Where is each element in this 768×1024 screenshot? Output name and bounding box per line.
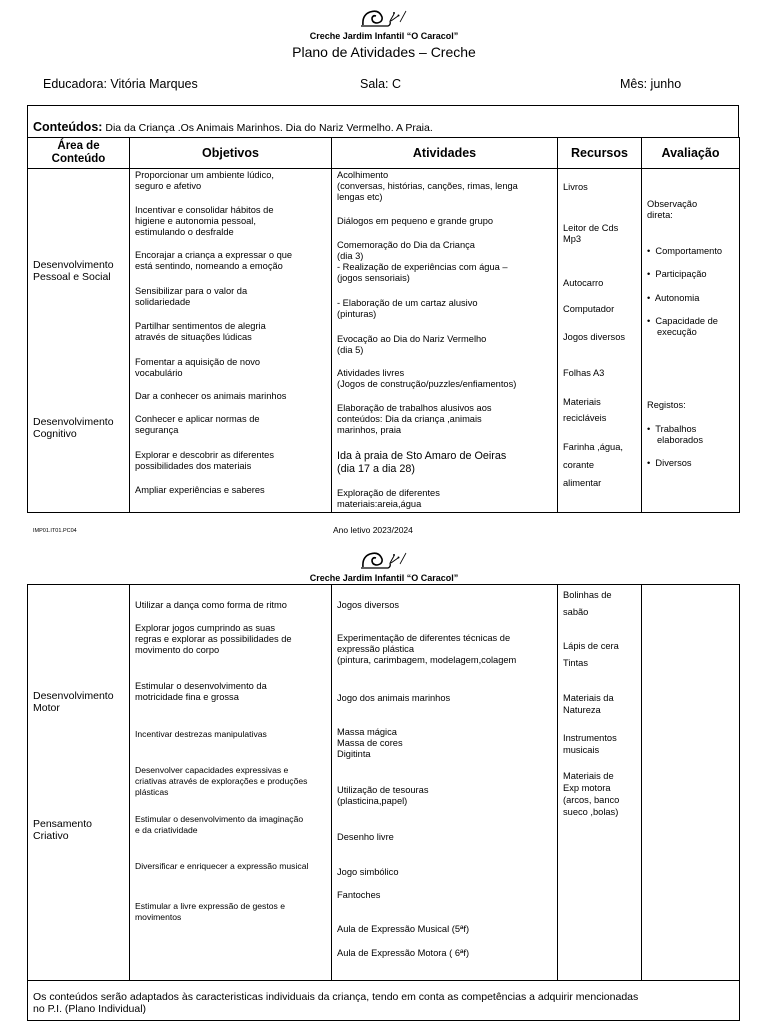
school-year: Ano letivo 2023/2024 bbox=[333, 525, 413, 535]
atividade-item: Jogo simbólico bbox=[337, 867, 399, 877]
recurso-item: Autocarro bbox=[563, 278, 604, 288]
atividades-cell bbox=[332, 169, 558, 513]
recurso-item: Leitor de Cds Mp3 bbox=[563, 223, 619, 244]
conteudos-label: Conteúdos: bbox=[33, 120, 103, 134]
header-area: Área de Conteúdo bbox=[28, 138, 130, 169]
atividade-item: Experimentação de diferentes técnicas de expressão plástica (pintura, carimbagem, modelagem,colagem bbox=[337, 633, 517, 665]
adaptation-note: Os conteúdos serão adaptados às caracteristicas individuais da criança, tendo em conta as competências a adquirir mencionadas no P.I. (Plano Individual) bbox=[33, 991, 639, 1015]
recurso-item: Farinha ,água, corante alimentar bbox=[563, 442, 623, 488]
mes: Mês: junho bbox=[620, 77, 682, 91]
objetivo-item: Desenvolver capacidades expressivas e criativas através de explorações e produções plásticas bbox=[135, 765, 308, 797]
atividade-item: Comemoração do Dia da Criança (dia 3) - Realização de experiências com água – (jogos sensoriais) bbox=[337, 240, 508, 283]
atividade-item: Ida à praia de Sto Amaro de Oeiras (dia 17 a dia 28) bbox=[337, 450, 507, 475]
school-name-page2: Creche Jardim Infantil “O Caracol” bbox=[309, 573, 459, 583]
registos-bullet: • Diversos bbox=[647, 458, 692, 468]
note-row bbox=[28, 981, 740, 1021]
header-objetivos: Objetivos bbox=[130, 138, 332, 169]
objetivo-item: Partilhar sentimentos de alegria através de situações lúdicas bbox=[135, 321, 266, 342]
recurso-item: Bolinhas de sabão bbox=[563, 590, 612, 617]
atividades-cell bbox=[332, 585, 558, 981]
sala: Sala: C bbox=[360, 77, 401, 91]
plan-table-page2 bbox=[27, 584, 740, 1021]
objetivo-item: Estimular o desenvolvimento da imaginação e da criatividade bbox=[135, 814, 304, 835]
objetivo-item: Ampliar experiências e saberes bbox=[135, 485, 265, 495]
conteudos-row bbox=[27, 105, 739, 137]
recurso-item: Livros bbox=[563, 182, 588, 192]
atividade-item: Jogos diversos bbox=[337, 600, 400, 610]
objetivo-item: Dar a conhecer os animais marinhos bbox=[135, 391, 287, 401]
atividade-item: Utilização de tesouras (plasticina,papel) bbox=[337, 785, 429, 806]
area-criativo: Pensamento Criativo bbox=[33, 818, 92, 842]
objetivo-item: Fomentar a aquisição de novo vocabulário bbox=[135, 357, 261, 378]
objetivo-item: Incentivar destrezas manipulativas bbox=[135, 729, 267, 739]
atividade-item: Evocação ao Dia do Nariz Vermelho (dia 5) bbox=[337, 334, 487, 355]
avaliacao-bullet: • Capacidade de execução bbox=[647, 316, 718, 337]
objetivo-item: Incentivar e consolidar hábitos de higiene e autonomia pessoal, estimulando o desfralde bbox=[135, 205, 274, 237]
objetivo-item: Explorar e descobrir as diferentes possibilidades dos materiais bbox=[135, 450, 275, 471]
area-cognitivo: Desenvolvimento Cognitivo bbox=[33, 416, 114, 440]
snail-logo bbox=[360, 548, 408, 570]
atividade-item: - Elaboração de um cartaz alusivo (pinturas) bbox=[337, 298, 478, 319]
plan-table-page1 bbox=[27, 137, 740, 513]
objetivo-item: Explorar jogos cumprindo as suas regras e explorar as possibilidades de movimento do corpo bbox=[135, 623, 292, 655]
recurso-item: Instrumentos musicais bbox=[563, 733, 617, 755]
atividade-item: Fantoches bbox=[337, 890, 381, 900]
atividade-item: Aula de Expressão Motora ( 6ªf) bbox=[337, 948, 470, 958]
recurso-item: Jogos diversos bbox=[563, 332, 626, 342]
area-cell bbox=[28, 585, 130, 981]
objetivos-cell bbox=[130, 585, 332, 981]
observacao-label: Observação direta: bbox=[647, 199, 698, 220]
header-recursos: Recursos bbox=[558, 138, 642, 169]
recursos-cell bbox=[558, 585, 642, 981]
recurso-item: Materiais da Natureza bbox=[563, 693, 614, 715]
avaliacao-bullet: • Participação bbox=[647, 269, 707, 279]
recurso-item: Materiais recicláveis bbox=[563, 397, 607, 423]
objetivo-item: Diversificar e enriquecer a expressão musical bbox=[135, 861, 309, 871]
objetivo-item: Conhecer e aplicar normas de segurança bbox=[135, 414, 260, 435]
objetivo-item: Encorajar a criança a expressar o que está sentindo, nomeando a emoção bbox=[135, 250, 293, 271]
objetivos-cell bbox=[130, 169, 332, 513]
educadora: Educadora: Vitória Marques bbox=[43, 77, 198, 91]
atividade-item: Elaboração de trabalhos alusivos aos conteúdos: Dia da criança ,animais marinhos, praia bbox=[337, 403, 492, 435]
objetivo-item: Sensibilizar para o valor da solidariedade bbox=[135, 286, 248, 307]
atividade-item: Acolhimento (conversas, histórias, canções, rimas, lenga lengas etc) bbox=[337, 170, 518, 202]
header-atividades: Atividades bbox=[332, 138, 558, 169]
area-motor: Desenvolvimento Motor bbox=[33, 690, 114, 714]
atividade-item: Exploração de diferentes materiais:areia,água bbox=[337, 488, 440, 509]
objetivo-item: Utilizar a dança como forma de ritmo bbox=[135, 600, 287, 610]
objetivo-item: Estimular a livre expressão de gestos e movimentos bbox=[135, 901, 285, 922]
objetivo-item: Estimular o desenvolvimento da motricidade fina e grossa bbox=[135, 681, 267, 702]
area-cell bbox=[28, 169, 130, 513]
area-pessoal-social: Desenvolvimento Pessoal e Social bbox=[33, 259, 114, 283]
registos-bullet: • Trabalhos elaborados bbox=[647, 424, 704, 445]
recurso-item: Folhas A3 bbox=[563, 368, 605, 378]
school-name: Creche Jardim Infantil “O Caracol” bbox=[309, 31, 459, 41]
atividade-item: Massa mágica Massa de cores Digitinta bbox=[337, 727, 403, 759]
atividade-item: Diálogos em pequeno e grande grupo bbox=[337, 216, 494, 226]
avaliacao-cell bbox=[642, 169, 740, 513]
recurso-item: Lápis de cera Tintas bbox=[563, 641, 619, 668]
recurso-item: Materiais de Exp motora (arcos, banco sueco ,bolas) bbox=[563, 771, 620, 817]
avaliacao-cell bbox=[642, 585, 740, 981]
recursos-cell bbox=[558, 169, 642, 513]
atividade-item: Aula de Expressão Musical (5ªf) bbox=[337, 924, 470, 934]
atividade-item: Jogo dos animais marinhos bbox=[337, 693, 451, 703]
avaliacao-bullet: • Comportamento bbox=[647, 246, 723, 256]
avaliacao-bullet: • Autonomia bbox=[647, 293, 700, 303]
atividade-item: Atividades livres (Jogos de construção/puzzles/enfiamentos) bbox=[337, 368, 517, 389]
snail-logo bbox=[360, 6, 408, 28]
registos-label: Registos: bbox=[647, 400, 686, 410]
header-avaliacao: Avaliação bbox=[642, 138, 740, 169]
atividade-item: Desenho livre bbox=[337, 832, 394, 842]
recurso-item: Computador bbox=[563, 304, 615, 314]
document-code: IMP01.IT01.PC04 bbox=[33, 528, 77, 534]
conteudos-text: Dia da Criança .Os Animais Marinhos. Dia do Nariz Vermelho. A Praia. bbox=[102, 122, 433, 134]
page-title: Plano de Atividades – Creche bbox=[292, 44, 476, 60]
objetivo-item: Proporcionar um ambiente lúdico, seguro e afetivo bbox=[135, 170, 275, 191]
